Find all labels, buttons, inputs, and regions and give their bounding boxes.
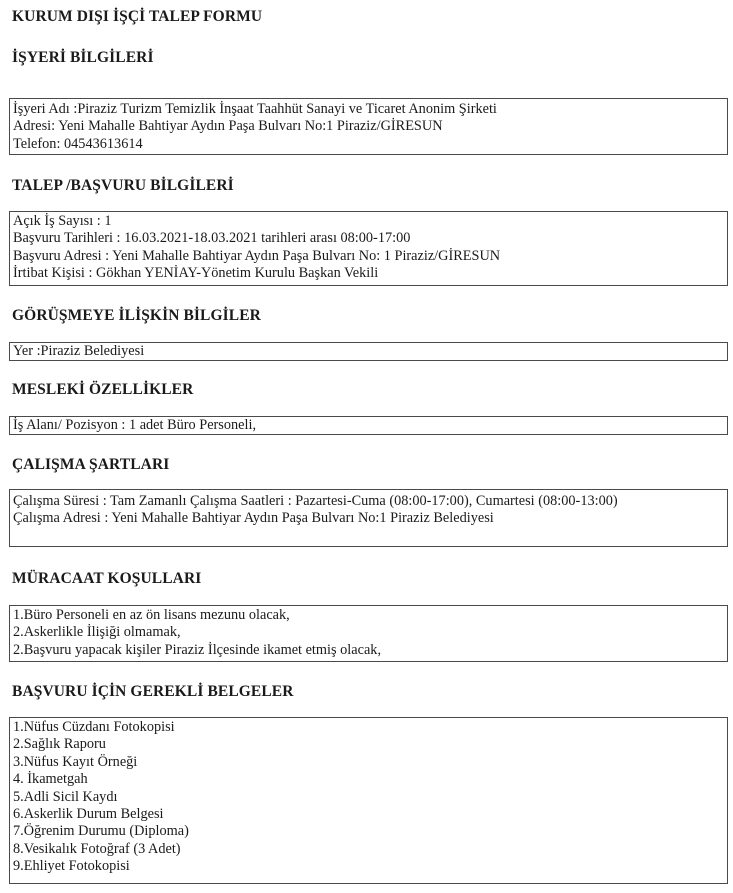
section-heading-interview: GÖRÜŞMEYE İLİŞKİN BİLGİLER xyxy=(12,307,261,324)
document-item: 6.Askerlik Durum Belgesi xyxy=(13,806,164,823)
section-heading-workplace: İŞYERİ BİLGİLERİ xyxy=(12,49,154,66)
document-item: 3.Nüfus Kayıt Örneği xyxy=(13,753,138,770)
requirement-item: 2.Askerlikle İlişiği olmamak, xyxy=(13,624,181,641)
working-conditions-box xyxy=(9,489,728,547)
document-item: 8.Vesikalık Fotoğraf (3 Adet) xyxy=(13,840,181,857)
workplace-info-box xyxy=(9,98,728,155)
document-item: 7.Öğrenim Durumu (Diploma) xyxy=(13,823,189,840)
documents-box xyxy=(9,717,728,884)
application-info-box xyxy=(9,211,728,286)
workplace-name: İşyeri Adı :Piraziz Turizm Temizlik İnşaat Taahhüt Sanayi ve Ticaret Anonim Şirketi xyxy=(13,101,497,117)
workplace-address: Adresi: Yeni Mahalle Bahtiyar Aydın Paşa Bulvarı No:1 Piraziz/GİRESUN xyxy=(13,118,443,135)
document-item: 1.Nüfus Cüzdanı Fotokopisi xyxy=(13,719,175,735)
interview-location: Yer :Piraziz Belediyesi xyxy=(13,343,145,359)
interview-info-box xyxy=(9,342,728,361)
section-heading-documents: BAŞVURU İÇİN GEREKLİ BELGELER xyxy=(12,683,294,700)
contact-person: İrtibat Kişisi : Gökhan YENİAY-Yönetim Kurulu Başkan Vekili xyxy=(13,265,379,282)
document-item: 5.Adli Sicil Kaydı xyxy=(13,788,118,805)
document-item: 2.Sağlık Raporu xyxy=(13,736,106,753)
section-heading-requirements: MÜRACAAT KOŞULLARI xyxy=(12,570,202,587)
requirement-item: 2.Başvuru yapacak kişiler Piraziz İlçesinde ikamet etmiş olacak, xyxy=(13,641,382,658)
working-hours: Çalışma Süresi : Tam Zamanlı Çalışma Saatleri : Pazartesi-Cuma (08:00-17:00), Cumartesi (08:00-13:00) xyxy=(13,493,618,509)
workplace-phone: Telefon: 04543613614 xyxy=(13,135,143,152)
application-dates: Başvuru Tarihleri : 16.03.2021-18.03.2021 tarihleri arası 08:00-17:00 xyxy=(13,230,411,247)
job-position: İş Alanı/ Pozisyon : 1 adet Büro Personeli, xyxy=(13,417,257,433)
requirements-box xyxy=(9,605,728,662)
form-title: KURUM DIŞI İŞÇİ TALEP FORMU xyxy=(12,8,263,25)
section-heading-working-conditions: ÇALIŞMA ŞARTLARI xyxy=(12,456,170,473)
requirement-item: 1.Büro Personeli en az ön lisans mezunu olacak, xyxy=(13,607,290,623)
document-item: 4. İkametgah xyxy=(13,771,88,788)
document-item: 9.Ehliyet Fotokopisi xyxy=(13,858,130,875)
open-job-count: Açık İş Sayısı : 1 xyxy=(13,213,112,229)
section-heading-application: TALEP /BAŞVURU BİLGİLERİ xyxy=(12,177,234,194)
professional-info-box xyxy=(9,416,728,435)
section-heading-professional: MESLEKİ ÖZELLİKLER xyxy=(12,381,194,398)
working-address: Çalışma Adresi : Yeni Mahalle Bahtiyar Aydın Paşa Bulvarı No:1 Piraziz Belediyesi xyxy=(13,510,494,527)
application-address: Başvuru Adresi : Yeni Mahalle Bahtiyar Aydın Paşa Bulvarı No: 1 Piraziz/GİRESUN xyxy=(13,247,501,264)
